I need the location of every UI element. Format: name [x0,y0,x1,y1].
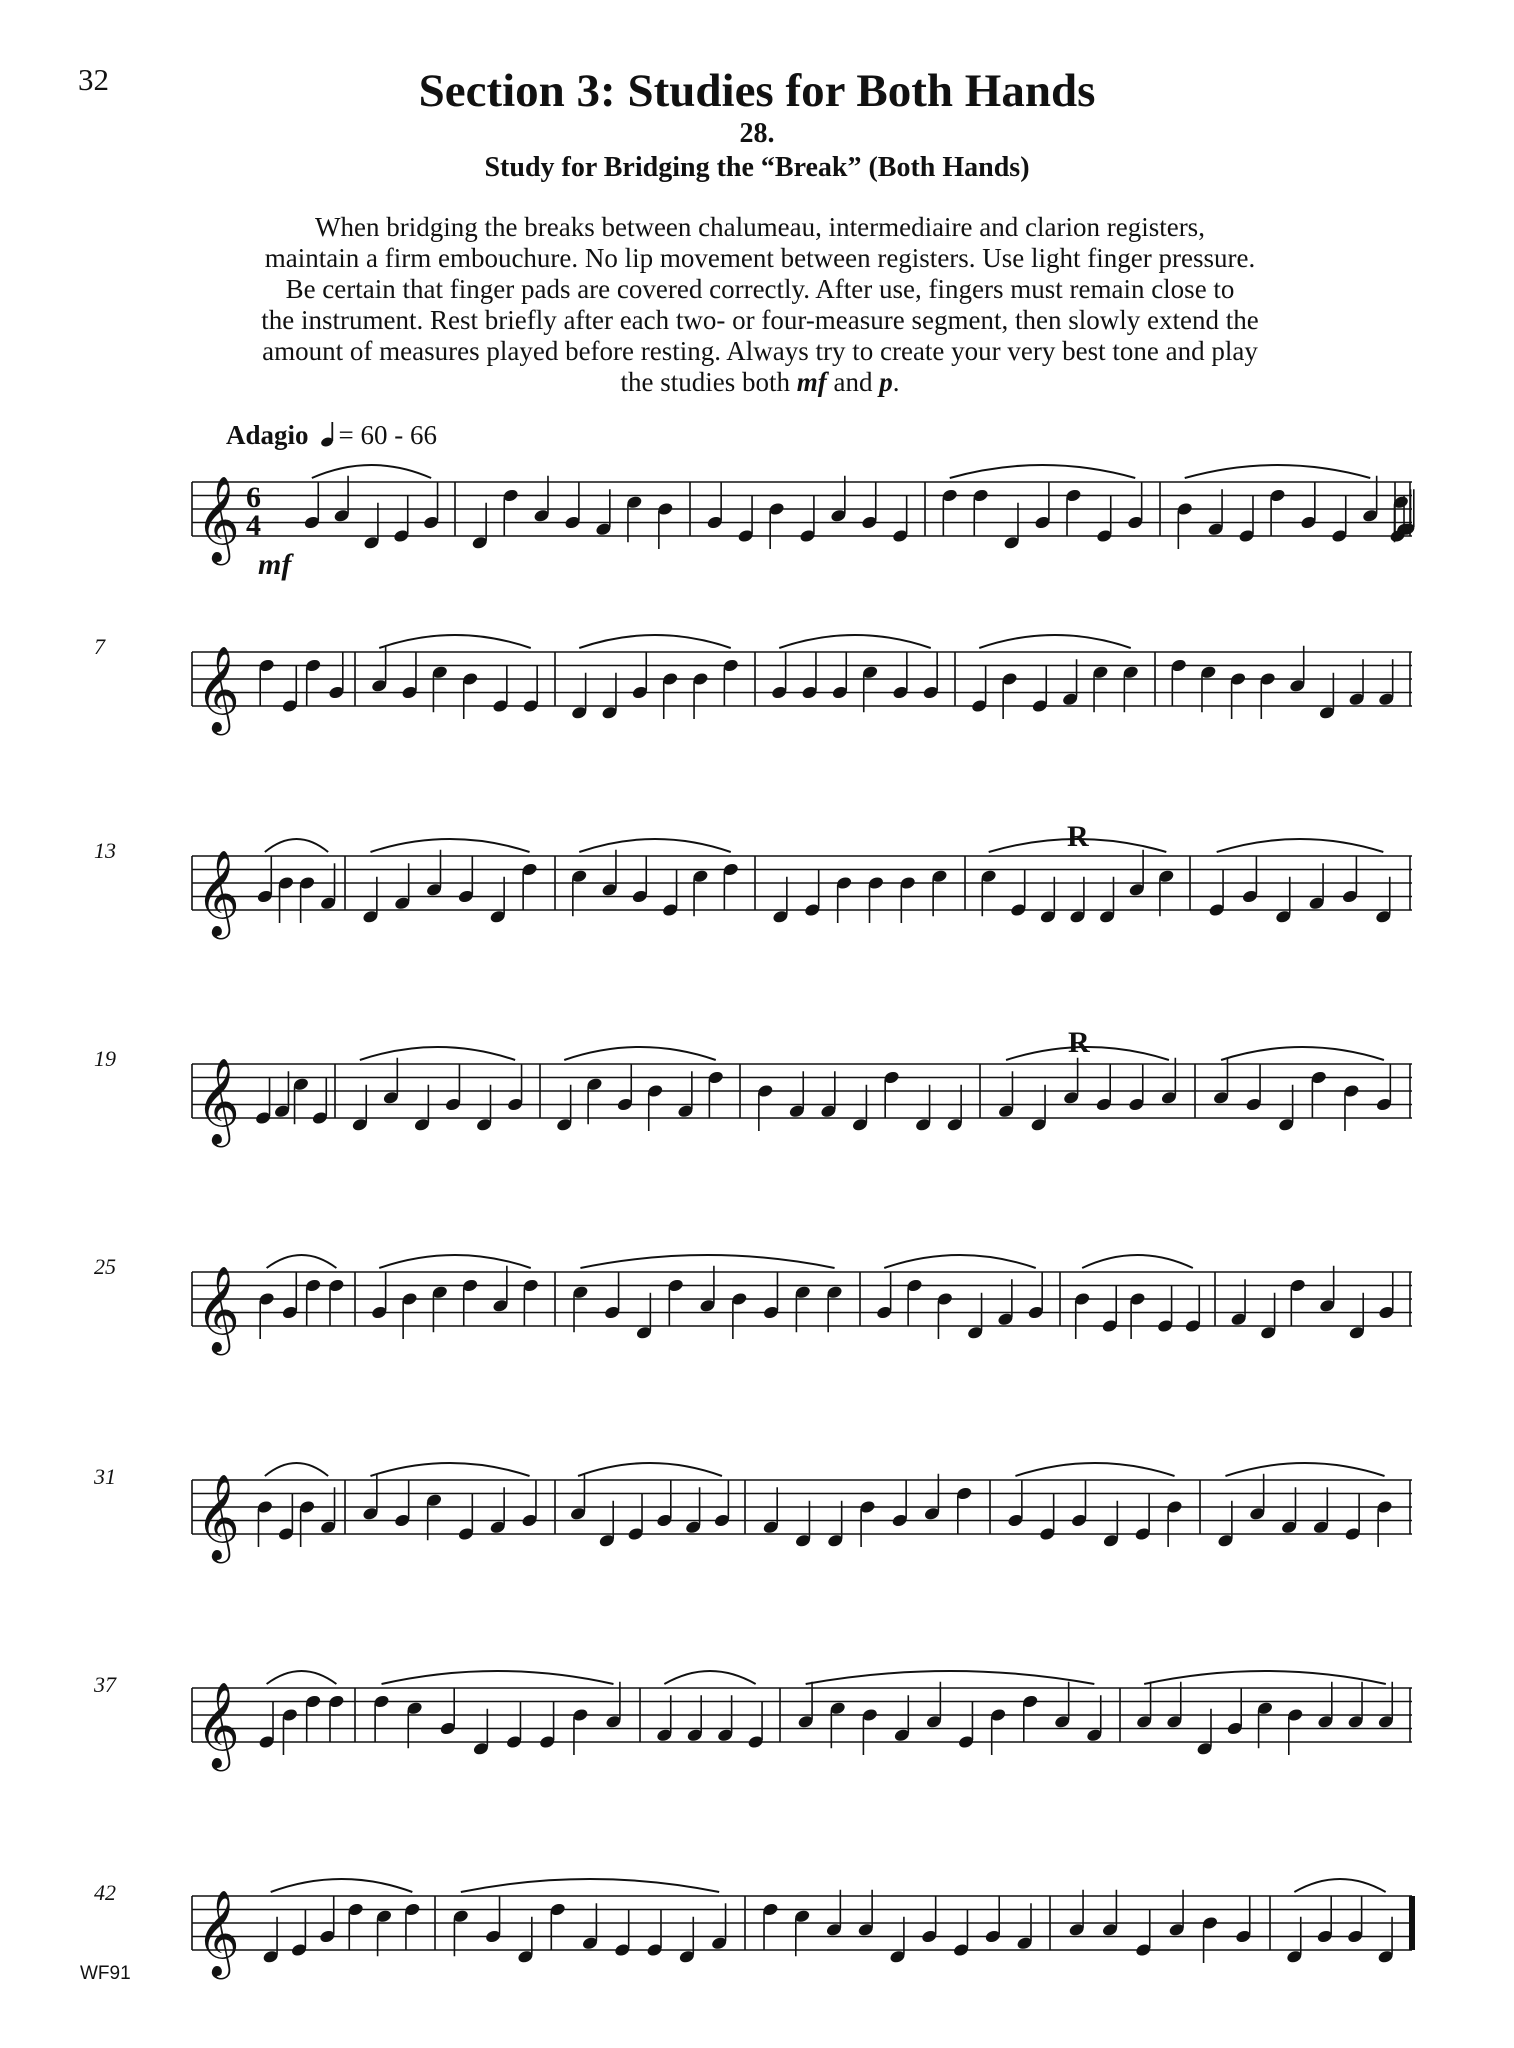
slur [312,465,431,478]
study-title: Study for Bridging the “Break” (Both Hands) [484,152,1030,183]
instructions-text: and [826,367,880,397]
section-title: Section 3: Studies for Both Hands [418,65,1096,117]
instructions-text: the studies both [620,367,797,397]
treble-clef-icon: 𝄞 [196,476,240,562]
time-signature-bottom: 4 [246,509,261,542]
slur [360,1047,515,1060]
measure-number: 19 [94,1046,116,1071]
treble-clef-icon: 𝄞 [196,1474,240,1560]
slur [1015,1463,1174,1476]
slur [1217,839,1384,852]
time-signature-top: 6 [246,481,261,514]
slur [578,1463,722,1476]
measure-number: 13 [94,838,116,863]
instructions-line: When bridging the breaks between chalumeau, intermediaire and clarion registers, [315,212,1205,242]
slur [564,1047,716,1060]
slur [806,1671,1095,1684]
footer-code: WF91 [80,1963,131,1984]
slur [1082,1255,1193,1268]
treble-clef-icon: 𝄞 [196,646,240,732]
dynamic-mf-text: mf [796,367,827,397]
slur [265,839,328,852]
slur [370,839,529,852]
slur [1221,1047,1384,1060]
slur [779,635,931,648]
slur [382,1671,614,1684]
tempo-value: = 60 - 66 [338,420,437,450]
measure-number: 25 [94,1254,116,1279]
slur [379,635,531,648]
slur [979,635,1131,648]
measure-number: 31 [94,1464,116,1489]
instructions-text: . [892,367,900,397]
slur [1294,1879,1385,1892]
slur [664,1671,755,1684]
slur [579,839,731,852]
slur [379,1255,531,1268]
slur [267,1671,337,1684]
slur [884,1255,1036,1268]
rehearsal-mark: R [1068,1026,1090,1059]
measure-number: 37 [94,1672,116,1697]
instructions-line: Be certain that finger pads are covered correctly. After use, fingers must remain close to [285,274,1235,304]
slur [1185,465,1371,478]
treble-clef-icon: 𝄞 [196,1890,240,1976]
slur [1225,1463,1384,1476]
study-number: 28. [739,118,775,149]
slur [370,1463,529,1476]
tempo-label: Adagio [226,420,309,450]
treble-clef-icon: 𝄞 [196,1058,240,1144]
treble-clef-icon: 𝄞 [196,1682,240,1768]
measure-number: 7 [94,634,105,659]
slur [579,635,731,648]
treble-clef-icon: 𝄞 [196,850,240,936]
slur [950,465,1136,478]
measure-number: 42 [94,1880,116,1905]
page-number: 32 [78,62,109,97]
rehearsal-mark: R [1067,820,1089,853]
slur [580,1255,834,1268]
slur [461,1879,719,1892]
dynamic-mf: mf [258,548,292,581]
treble-clef-icon: 𝄞 [196,1266,240,1352]
final-barline [1409,1896,1415,1950]
slur [271,1879,413,1892]
slur [989,839,1167,852]
slur [265,1463,328,1476]
dynamic-p-text: p [879,367,893,397]
slur [267,1255,337,1268]
slur [1006,1047,1169,1060]
instructions-line: amount of measures played before resting. Always try to create your very best tone and play [262,336,1258,366]
instructions-line: the instrument. Rest briefly after each two- or four-measure segment, then slowly extend the [261,305,1259,335]
instructions-line: maintain a firm embouchure. No lip movement between registers. Use light finger pressure. [264,243,1256,273]
